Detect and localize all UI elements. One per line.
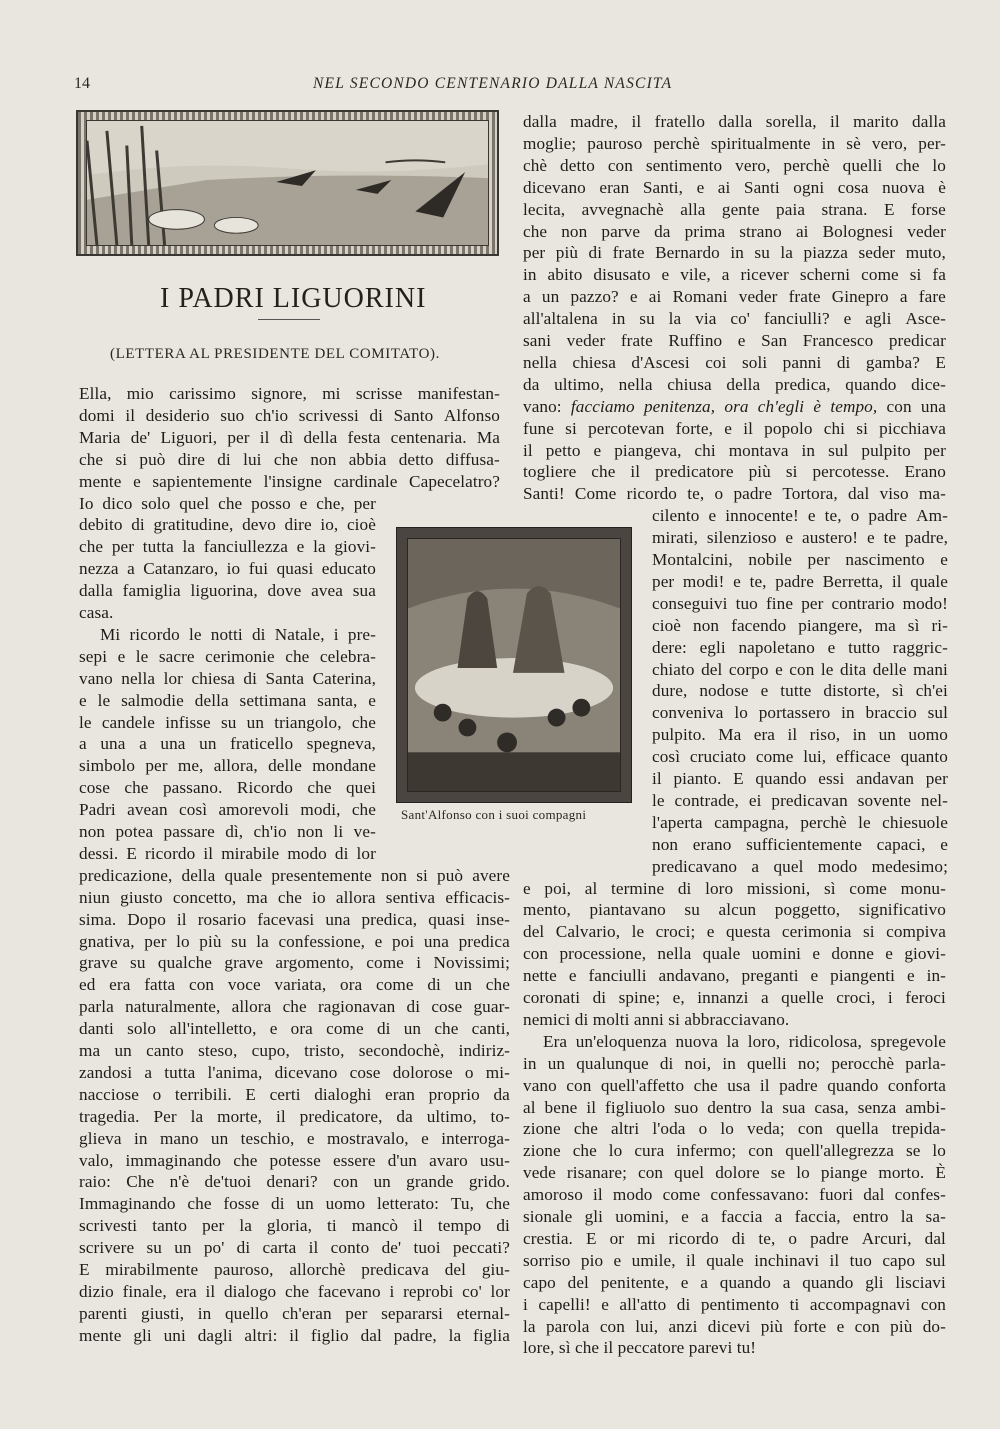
left-text-line: dessi. E ricordo il mirabile modo di lor xyxy=(79,843,376,863)
right-text-line: da ultimo, nella chiusa della predica, quando dice- xyxy=(523,374,946,394)
left-text-line: e le salmodie della settimana santa, e xyxy=(79,690,376,710)
left-text-line: dizio finale, era il dialogo che facevano i reprobi co' lor xyxy=(79,1281,510,1301)
left-text-line: Mi ricordo le notti di Natale, i pre- xyxy=(100,624,376,644)
picture-caption: Sant'Alfonso con i suoi compagni xyxy=(401,807,587,822)
left-text-line: che per tutta la fanciullezza e la giovi- xyxy=(79,537,376,557)
left-text-line: sima. Dopo il rosario facevasi una predica, quasi inse- xyxy=(79,909,510,929)
page-number: 14 xyxy=(74,75,90,92)
left-text-line: simbolo per me, allora, delle mondane xyxy=(79,756,376,776)
left-text-line: tragedia. Per la morte, il predicatore, da ultimo, to- xyxy=(79,1106,510,1126)
right-text-line: togliere che il predicatore più si percotesse. Erano xyxy=(523,462,946,482)
right-text-line: crestia. E or mi ricordo di te, o padre Arcuri, dal xyxy=(523,1228,946,1248)
right-text-line: pulpito. Ma era il riso, in un uomo xyxy=(652,725,948,745)
right-text-line: dalla madre, il fratello dalla sorella, il marito dalla xyxy=(523,112,946,131)
header-illustration xyxy=(76,110,499,256)
right-text-line: i capelli! e all'atto di pentimento ti accompagnavi con xyxy=(523,1294,946,1314)
left-text-line: predicazione, della quale presentemente non si può avere xyxy=(79,865,510,885)
left-text-line: a una a una un fraticello spegneva, xyxy=(79,734,376,754)
right-text-line: per modi! e te, padre Berretta, il quale xyxy=(652,571,948,591)
right-text-line: nella chiesa d'Ascesi coi soli panni di gamba? E xyxy=(523,352,946,372)
right-text-line: predicavano a quel modo medesimo; xyxy=(652,856,948,876)
saint-alfonso-painting xyxy=(396,527,632,803)
left-text-line: danti solo all'intelletto, e ora come di un che canti, xyxy=(79,1019,510,1039)
left-text-line: valo, immaginando che potesse essere d'un avaro usu- xyxy=(79,1150,510,1170)
left-text-line: raio: Che n'è de'tuoi denari? con un grande grido. xyxy=(79,1172,510,1192)
left-text-line: vano nella lor chiesa di Santa Caterina, xyxy=(79,668,376,688)
right-text-line: zione che lo cura infermo; con quell'allegrezza se lo xyxy=(523,1141,946,1161)
left-text-line: le candele infisse su un triangolo, che xyxy=(79,712,376,732)
left-text-line: scrivesti tanto per la gloria, ti mancò il tempo di xyxy=(79,1216,510,1236)
left-text-line: E mirabilmente pauroso, allorchè predicava del giu- xyxy=(79,1260,510,1279)
right-text-line: al bene il figliuolo suo dentro la sua casa, senza ambi- xyxy=(523,1097,946,1117)
right-text-line: non erano sufficientemente capaci, e xyxy=(652,834,948,854)
left-text-line: dalla famiglia liguorina, dove avea sua xyxy=(79,581,376,601)
right-text-line: dere: egli napoletano e tutto raggric- xyxy=(652,637,948,657)
right-text-line: sani veder frate Ruffino e San Francesco predicar xyxy=(523,331,946,350)
right-text-line: chiato del corpo e con le dita delle mani xyxy=(652,659,948,679)
right-text-line: lecita, avvegnachè alla gente paia strana. E forse xyxy=(523,199,946,219)
right-text-line: nette e fanciulli andavano, preganti e piangenti e in- xyxy=(523,966,946,986)
right-text-line: coronati di spine; e, innanzi a quelle croci, i feroci xyxy=(523,988,946,1007)
right-text-line: cioè non facendo piangere, ma sì ri- xyxy=(652,615,948,635)
title-divider xyxy=(258,319,320,320)
right-text-line: dure, nodose e tutte distorte, sì ch'ei xyxy=(652,681,948,701)
left-text-line: domi il desiderio suo ch'io scrivessi di Santo Alfonso xyxy=(79,405,500,425)
right-text-line: l'aperta campagna, perchè le chiesuole xyxy=(652,812,948,832)
right-text-line: la parola con lui, anzi dicevi più forte e con più do- xyxy=(523,1316,946,1336)
left-text-line: gnativa, per lo più su la confessione, e poi una predica xyxy=(79,931,510,951)
right-text-line: le contrade, ei predicavan sovente nel- xyxy=(652,790,948,810)
article-title: I PADRI LIGUORINI xyxy=(160,283,427,314)
article-subtitle: (LETTERA AL PRESIDENTE DEL COMITATO). xyxy=(110,346,440,362)
right-text-line: Era un'eloquenza nuova la loro, ridicolosa, spregevole xyxy=(543,1031,946,1051)
left-text-line: Io dico solo quel che posso e che, per xyxy=(79,493,376,513)
right-text-line: conveniva lo portassero in braccio sul xyxy=(652,703,948,723)
left-text-line: nezza a Catanzaro, io fui quasi educato xyxy=(79,559,376,579)
right-text-line: amoroso il modo come confessavano: fuori dal confes- xyxy=(523,1185,946,1205)
right-text-line: cilento e innocente! e te, o padre Am- xyxy=(652,506,948,526)
running-title: NEL SECONDO CENTENARIO DALLA NASCITA xyxy=(313,75,673,92)
right-text-line: in un qualunque di noi, in quelli no; perocchè parla- xyxy=(523,1053,946,1073)
left-text-line: Immaginando che fosse di un uomo letterato: Tu, che xyxy=(79,1194,510,1214)
right-text-line: il pianto. E quando essi andavan per xyxy=(652,769,948,788)
right-text-line: fune si percotevan forte, e il popolo chi si picchiava xyxy=(523,418,946,438)
swallows-pond-engraving xyxy=(86,120,489,246)
right-text-line: il petto e piangeva, chi montava in sul pulpito per xyxy=(523,440,946,460)
right-text-line: per più di frate Bernardo in su la piazza seder muto, xyxy=(523,243,946,263)
left-text-line: niun giusto concetto, ma che io allora sentiva efficacis- xyxy=(79,887,510,907)
left-text-line: Maria de' Liguori, per il dì della festa centenaria. Ma xyxy=(79,427,500,447)
right-text-line: nemici di molti anni si abbracciavano. xyxy=(523,1009,790,1029)
right-text-line: Santi! Come ricordo te, o padre Tortora, dal viso ma- xyxy=(523,484,946,504)
right-text-line: moglie; pauroso perchè spiritualmente in sè vero, per- xyxy=(523,133,946,153)
right-text-line: lore, sì che il peccatore parevi tu! xyxy=(523,1338,757,1358)
right-text-line: vede risanare; con quel dolore se lo piange morto. È xyxy=(523,1163,946,1183)
left-text-line: che si può dire di lui che non abbia detto diffusa- xyxy=(79,449,500,469)
left-text-line: casa. xyxy=(79,603,114,622)
left-text-line: debito di gratitudine, devo dire io, cioè xyxy=(79,515,376,535)
left-text-line: Ella, mio carissimo signore, mi scrisse manifestan- xyxy=(79,384,500,403)
right-text-line: dicevano eran Santi, e ai Santi ogni cosa nuova è xyxy=(523,177,946,197)
right-text-line: vano con quell'affetto che usa il padre quando conforta xyxy=(523,1075,946,1095)
left-text-line: parenti giusti, in quello ch'eran per separarsi eternal- xyxy=(79,1303,510,1323)
left-text-line: parla naturalmente, allora che ragionavan di cose guar- xyxy=(79,997,510,1017)
right-text-line: sionale gli uomini, e a faccia a faccia, entro la sa- xyxy=(523,1207,946,1226)
saint-alfonso-and-companions-image xyxy=(407,538,621,792)
right-text-line: a un pazzo? e ai Romani veder frate Ginepro a fare xyxy=(523,287,946,307)
left-text-line: scrivere su un po' di carta il conto de' tuoi peccati? xyxy=(79,1238,510,1258)
left-text-line: grave su qualche grave argomento, come i Novissimi; xyxy=(79,953,510,973)
left-text-line: sepi e le sacre cerimonie che celebra- xyxy=(79,646,376,666)
right-text-line: conseguivi tuo fine per contrario modo! xyxy=(652,593,948,613)
left-text-line: glieva in mano un teschio, e mostravalo, e interroga- xyxy=(79,1128,510,1148)
right-text-line: all'altalena in su la via co' fanciulli? e agli Asce- xyxy=(523,309,946,329)
left-text-line: mente gli uni dagli altri: il figlio dal padre, la figlia xyxy=(79,1325,510,1345)
left-text-line: ma un canto steso, cupo, tristo, secondochè, indiriz- xyxy=(79,1041,510,1060)
left-text-line: mente e sapientemente l'insigne cardinale Capecelatro? xyxy=(79,471,500,491)
right-text-line: del Calvario, le croci; e questa cerimonia si compiva xyxy=(523,922,946,942)
left-text-line: nacciose o terribili. E certi dialoghi eran proprio da xyxy=(79,1084,510,1104)
right-text-line: in abito disusato e vile, a ricever scherni come si fa xyxy=(523,265,946,285)
right-text-line: vano: facciamo penitenza, ora ch'egli è tempo, con una xyxy=(523,396,946,416)
right-text-line: così cruciato come lui, efficace quanto xyxy=(652,747,948,767)
right-text-line: chè detto con sentimento vero, perchè quelli che lo xyxy=(523,155,946,175)
right-text-line: mirati, silenzioso e austero! e te padre, xyxy=(652,528,948,548)
right-text-line: e poi, al termine di loro missioni, sì come monu- xyxy=(523,878,946,898)
right-text-line: zione che altri l'oda o lo veda; con quella trepida- xyxy=(523,1119,946,1139)
right-text-line: che non parve da prima strano ai Bolognesi veder xyxy=(523,221,946,241)
right-text-line: Montalcini, nobile per nascimento e xyxy=(652,550,948,569)
left-text-line: non potea passare dì, ch'io non li ve- xyxy=(79,822,376,841)
right-text-line: sorriso pio e umile, il quale inchinavi il tuo capo sul xyxy=(523,1250,946,1270)
right-text-line: mento, piantavano su alcun poggetto, significativo xyxy=(523,900,946,920)
left-text-line: zandosi a tutta l'anima, dicevano cose dolorose o mi- xyxy=(79,1062,510,1082)
right-text-line: capo del penitente, e a quando a quando gli lisciavi xyxy=(523,1272,946,1292)
right-text-line: con processione, nella quale uomini e donne e giovi- xyxy=(523,944,946,964)
left-text-line: Padri avean così amorevoli modi, che xyxy=(79,800,376,820)
left-text-line: ed era fatta con voce variata, ora come di un che xyxy=(79,975,510,995)
left-text-line: cose che passano. Ricordo che quei xyxy=(79,778,376,798)
